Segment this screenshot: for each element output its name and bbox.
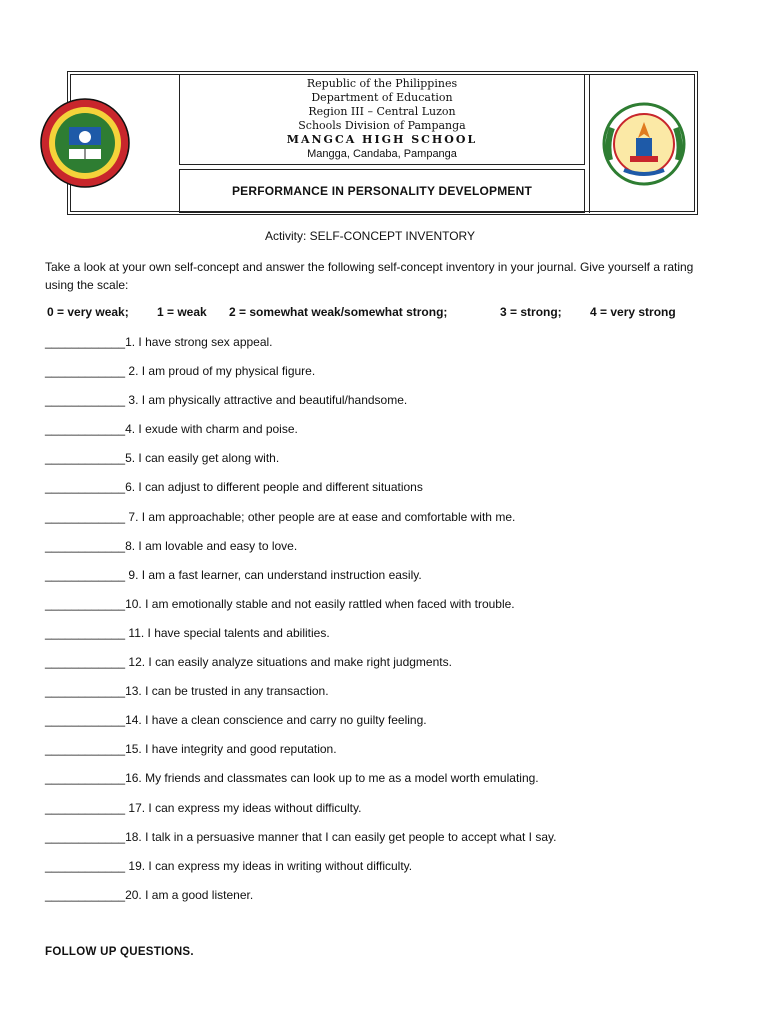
header-line-1: Republic of the Philippines (306, 77, 458, 90)
list-item: ____________ 11. I have special talents and abilities. (45, 625, 330, 640)
list-item: ____________15. I have integrity and good reputation. (45, 742, 337, 757)
deped-seal-icon (39, 97, 131, 189)
list-item: ____________10. I am emotionally stable and not easily rattled when faced with trouble. (45, 596, 515, 611)
subject-title-cell (179, 169, 585, 213)
list-item: ____________ 7. I am approachable; other people are at ease and comfortable with me. (45, 509, 516, 524)
list-item: ____________8. I am lovable and easy to love. (45, 538, 298, 553)
header-line-2: Department of Education (311, 91, 453, 104)
list-item: ____________14. I have a clean conscience and carry no guilty feeling. (45, 713, 427, 728)
scale-1: 1 = weak (157, 305, 207, 319)
header-line-3: Region III – Central Luzon (308, 105, 456, 118)
school-name: MANGCA HIGH SCHOOL (286, 133, 478, 146)
list-item: ____________ 17. I can express my ideas without difficulty. (45, 800, 362, 815)
scale-3: 3 = strong; (500, 305, 562, 319)
list-item: ____________18. I talk in a persuasive manner that I can easily get people to accept what I say. (45, 829, 557, 844)
inventory-list (45, 334, 725, 916)
list-item: ____________16. My friends and classmates can look up to me as a model worth emulating. (45, 771, 539, 786)
list-item: ____________1. I have strong sex appeal. (45, 335, 273, 349)
intro-paragraph: Take a look at your own self-concept and answer the following self-concept inventory in your journal. Give yourself a rating using the scale: (45, 260, 694, 292)
school-seal-cell (589, 75, 698, 213)
list-item: ____________5. I can easily get along with. (45, 451, 280, 466)
list-item: ____________ 9. I am a fast learner, can understand instruction easily. (45, 567, 422, 582)
rating-scale (47, 305, 727, 323)
header-line-4: Schools Division of Pampanga (298, 119, 466, 132)
document-header (67, 71, 698, 215)
school-seal-icon (598, 98, 690, 190)
scale-2: 2 = somewhat weak/somewhat strong; (229, 305, 448, 319)
list-item: ____________13. I can be trusted in any transaction. (45, 684, 329, 699)
list-item: ____________ 2. I am proud of my physical figure. (45, 364, 316, 379)
list-item: ____________4. I exude with charm and poise. (45, 422, 298, 437)
header-frame (70, 74, 695, 212)
school-address: Mangga, Candaba, Pampanga (307, 148, 457, 160)
list-item: ____________6. I can adjust to different people and different situations (45, 480, 423, 495)
subject-title: PERFORMANCE IN PERSONALITY DEVELOPMENT (231, 184, 533, 198)
list-item: ____________ 3. I am physically attractive and beautiful/handsome. (45, 393, 408, 408)
list-item: ____________20. I am a good listener. (45, 887, 254, 902)
followup-heading: FOLLOW UP QUESTIONS. (45, 946, 194, 958)
header-title-block (179, 75, 585, 165)
activity-title: Activity: SELF-CONCEPT INVENTORY (264, 229, 476, 243)
scale-4: 4 = very strong (590, 305, 676, 319)
list-item: ____________ 19. I can express my ideas in writing without difficulty. (45, 858, 413, 873)
deped-seal-logo (39, 97, 131, 189)
list-item: ____________ 12. I can easily analyze situations and make right judgments. (45, 655, 452, 670)
scale-0: 0 = very weak; (47, 305, 129, 319)
